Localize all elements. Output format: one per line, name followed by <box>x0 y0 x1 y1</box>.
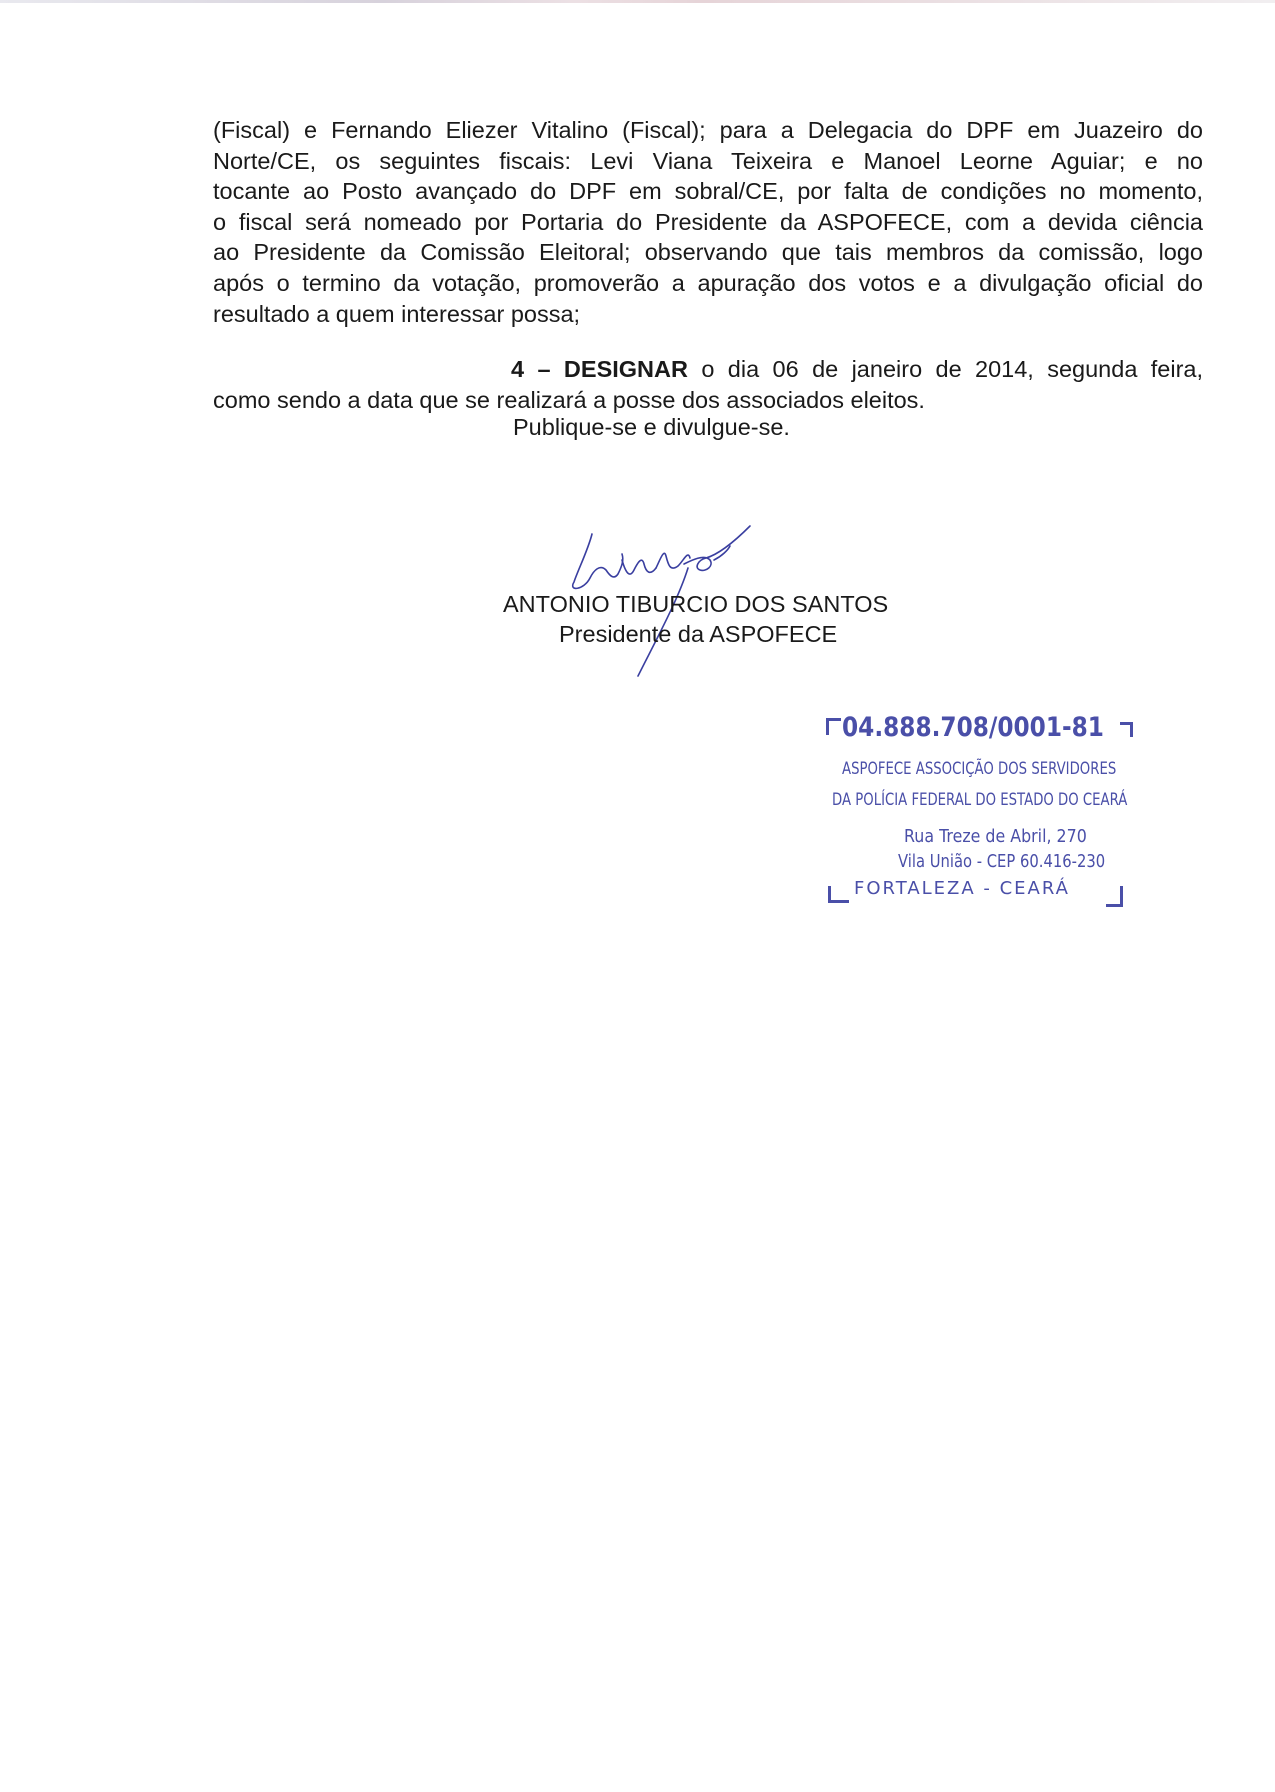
paragraph-item-4 <box>213 354 1203 415</box>
item-4-text: o dia 06 de janeiro de 2014, segunda feira, <box>701 356 1204 382</box>
paragraph-line: após o termino da votação, promoverão a apuração dos votos e a divulgação oficial do <box>213 269 1203 296</box>
item-4-second-line: como sendo a data que se realizará a posse dos associados eleitos. <box>213 386 925 413</box>
item-4-first-line <box>213 354 1203 385</box>
paragraph-line: tocante ao Posto avançado do DPF em sobral/CE, por falta de condições no momento, <box>213 178 1203 205</box>
stamp-org-line: DA POLÍCIA FEDERAL DO ESTADO DO CEARÁ <box>832 790 1128 810</box>
scan-edge <box>0 0 1275 3</box>
signatory-name: ANTONIO TIBURCIO DOS SANTOS <box>503 591 889 617</box>
item-verb: DESIGNAR <box>563 356 688 382</box>
paragraph-line: resultado a quem interessar possa; <box>213 300 581 327</box>
paragraph-line: Norte/CE, os seguintes fiscais: Levi Viana Teixeira e Manoel Leorne Aguiar; e no <box>213 147 1203 174</box>
signatory-role: Presidente da ASPOFECE <box>559 621 838 647</box>
stamp-cnpj: 04.888.708/0001-81 <box>842 712 1104 743</box>
stamp-city: FORTALEZA - CEARÁ <box>854 878 1070 899</box>
stamp-address-line: Vila União - CEP 60.416-230 <box>898 851 1106 872</box>
paragraph-commission-members <box>213 115 1203 329</box>
organization-stamp <box>820 710 1140 910</box>
paragraph-line: (Fiscal) e Fernando Eliezer Vitalino (Fiscal); para a Delegacia do DPF em Juazeiro do <box>213 117 1203 143</box>
stamp-corner <box>828 886 849 903</box>
stamp-corner <box>826 718 841 735</box>
stamp-corner <box>1120 722 1133 737</box>
stamp-org-line: ASPOFECE ASSOCIÇÃO DOS SERVIDORES <box>842 759 1117 779</box>
closing-text: Publique-se e divulgue-se. <box>513 414 790 440</box>
item-number: 4 – <box>511 356 551 382</box>
stamp-corner <box>1106 886 1123 907</box>
paragraph-line: ao Presidente da Comissão Eleitoral; observando que tais membros da comissão, logo <box>213 239 1203 266</box>
paragraph-line: o fiscal será nomeado por Portaria do Presidente da ASPOFECE, com a devida ciência <box>213 208 1203 235</box>
stamp-address-line: Rua Treze de Abril, 270 <box>904 826 1087 847</box>
